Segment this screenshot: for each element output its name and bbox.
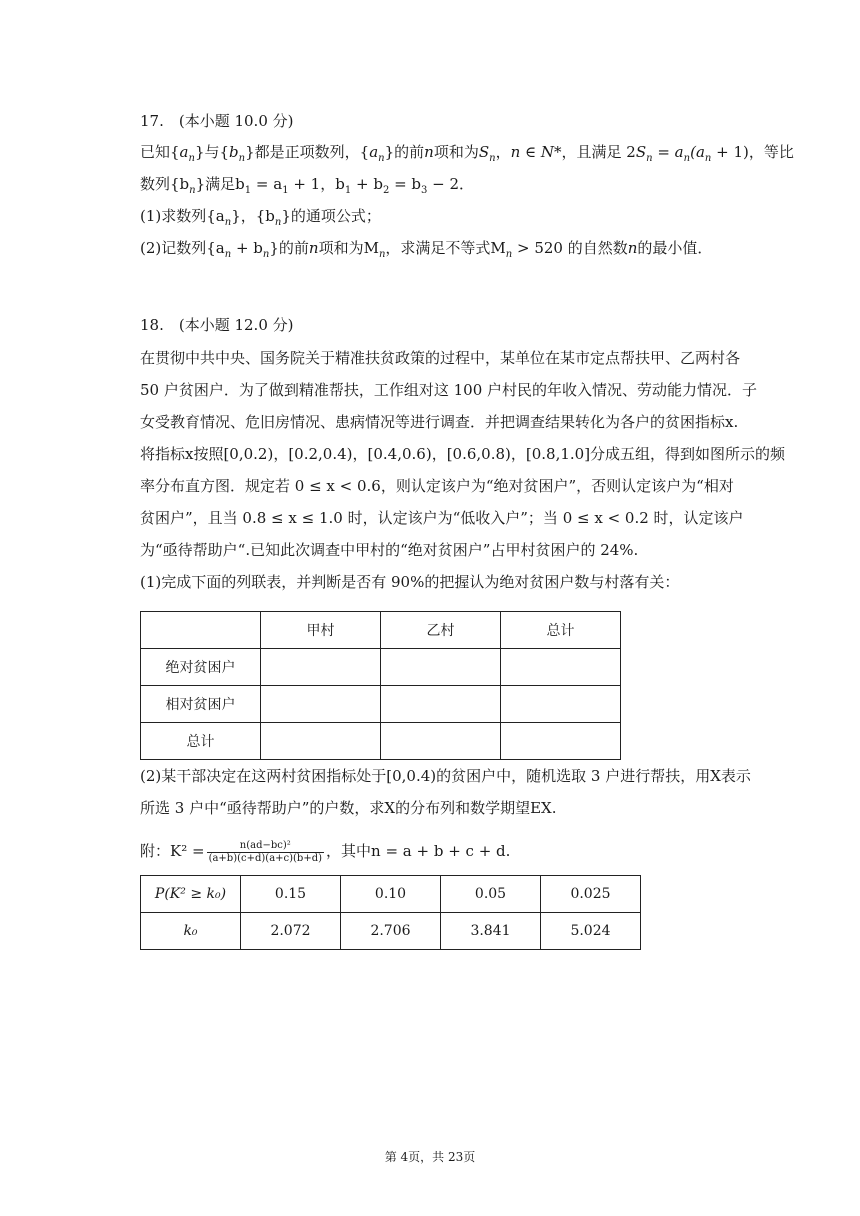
- formula-suffix: ，其中n = a + b + c + d.: [326, 842, 511, 860]
- q17-line-3: (1)求数列$\{a_n\}$，$\{b_n\}$的通项公式；: [140, 207, 381, 228]
- page-footer: 第 4页，共 23页: [384, 1150, 476, 1164]
- q18-text-line: 为“亟待帮助户“.已知此次调查中甲村的“绝对贫困户”占甲村贫困户的 24%.: [140, 541, 639, 559]
- table-row: 相对贫困户: [141, 686, 621, 723]
- q17-line-4: (2)记数列$\{a_n + b_n\}$的前n项和为$M_n$，求满足不等式$M_n > 520$ 的自然数n的最小值．: [140, 239, 713, 260]
- formula-fraction: $\frac{\text{n(ad−bc)²}}{(a+b)(c+d)(a+c)(b+d)}$: [208, 839, 323, 864]
- contingency-table: [140, 611, 621, 760]
- q18-text-line: 在贯彻中共中央、国务院关于精准扶贫政策的过程中，某单位在某市定点帮扶甲、乙两村各: [140, 349, 741, 367]
- q18-text-line: 将指标x按照[0,0.2)，[0.2,0.4)，[0.4,0.6)，[0.6,0.8)，[0.8,1.0]分成五组，得到如图所示的频: [140, 445, 786, 463]
- table-row: 绝对贫困户: [141, 649, 621, 686]
- q18-text-line: 贫困户”，且当 0.8 ≤ x ≤ 1.0 时，认定该户为“低收入户”；当 0 ≤ x < 0.2 时，认定该户: [140, 509, 744, 527]
- question-17: [140, 112, 794, 260]
- q18-text-line: 率分布直方图．规定若 0 ≤ x < 0.6，则认定该户为“绝对贫困户”，否则认定该户为“相对: [140, 477, 734, 495]
- q17-line-1: 已知$\{a_n\}$与$\{b_n\}$都是正项数列，$\{a_n\}$的前n项和为$S_n$，n ∈ N*，且满足 $2S_n = a_n(a_n + 1)$，等比: [140, 143, 794, 164]
- q18-text-line: 女受教育情况、危旧房情况、患病情况等进行调查．并把调查结果转化为各户的贫困指标x.: [140, 413, 739, 431]
- q18-text-line: (1)完成下面的列联表，并判断是否有 90%的把握认为绝对贫困户数与村落有关：: [140, 573, 680, 591]
- q18-part2: [140, 766, 760, 818]
- q18-after-line: 所选 3 户中“亟待帮助户”的户数，求X的分布列和数学期望EX.: [140, 799, 557, 817]
- table-row: 甲村 乙村 总计: [141, 612, 621, 649]
- q17-heading: 17. (本小题 10.0 分): [140, 112, 294, 130]
- q18-heading: 18. (本小题 12.0 分): [140, 316, 294, 334]
- question-18: [140, 316, 786, 592]
- table-row: k₀ 2.072 2.706 3.841 5.024: [141, 913, 641, 950]
- formula-prefix: 附：K² =: [140, 842, 205, 860]
- q17-line-2: 数列$\{b_n\}$满足$b_1 = a_1 + 1$，$b_1 + b_2 = b_3 - 2$．: [140, 175, 475, 196]
- formula-line: [140, 836, 760, 866]
- q18-after-line: (2)某干部决定在这两村贫困指标处于[0,0.4)的贫困户中，随机选取 3 户进行帮扶，用X表示: [140, 767, 751, 785]
- table-row: 总计: [141, 723, 621, 760]
- critical-value-table: [140, 875, 641, 950]
- q18-text-line: 50 户贫困户．为了做到精准帮扶，工作组对这 100 户村民的年收入情况、劳动能力情况．子: [140, 381, 758, 399]
- table-row: P(K² ≥ k₀) 0.15 0.10 0.05 0.025: [141, 876, 641, 913]
